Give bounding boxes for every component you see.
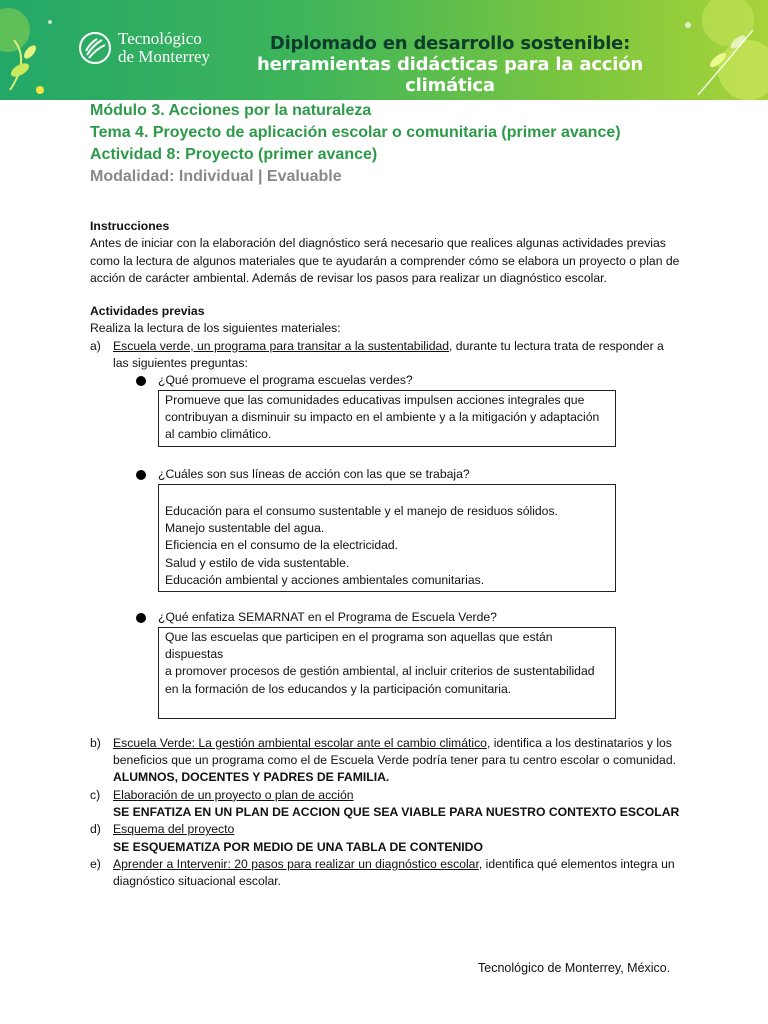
answer-box-3[interactable] [158,627,616,719]
bullet-icon [136,613,146,623]
modality-heading: Modalidad: Individual | Evaluable [90,168,342,185]
previous-activities-intro: Realiza la lectura de los siguientes materiales: [90,321,341,336]
instructions-body: Antes de iniciar con la elaboración del diagnóstico será necesario que realices algunas actividades previas como la lectura de algunos materiales que te ayudarán a comprender cómo se elabora un proyecto o plan de acción de carácter ambiental. Además de revisar los pasos para realizar un diagnóstico escolar. [90,236,680,285]
question-3 [90,609,680,626]
list-marker: b) [90,735,101,750]
answer-3-line: a promover procesos de gestión ambiental, al incluir criterios de sustentabilidad [165,664,595,679]
previous-activities-title: Actividades previas [90,304,205,319]
list-item-c [90,787,680,822]
question-3-text: ¿Qué enfatiza SEMARNAT en el Programa de Escuela Verde? [158,610,497,625]
list-marker: c) [90,787,101,802]
item-b-text: , identifica a los destinatarios y los beneficios que un programa como el de Escuela Verde podría tener para tu centro escolar o comunidad. [113,735,676,768]
answer-2-line: Salud y estilo de vida sustentable. [165,555,350,570]
question-1-text: ¿Qué promueve el programa escuelas verdes? [158,373,413,388]
item-b-answer: ALUMNOS, DOCENTES Y PADRES DE FAMILIA. [113,770,390,785]
answer-box-2[interactable] [158,484,616,592]
item-e-text: , identifica qué elementos integra un diagnóstico situacional escolar. [113,856,675,889]
item-d-answer: SE ESQUEMATIZA POR MEDIO DE UNA TABLA DE CONTENIDO [113,839,483,854]
list-item-e [90,856,680,891]
list-marker: d) [90,822,101,837]
material-link-a[interactable]: Escuela verde, un programa para transitar a la sustentabilidad [113,338,450,353]
material-link-e[interactable]: Aprender a Intervenir: 20 pasos para realizar un diagnóstico escolar [113,856,479,871]
answer-1-line: al cambio climático. [165,427,272,442]
list-item-d [90,821,680,856]
answer-2-line: Educación ambiental y acciones ambientales comunitarias. [165,573,485,588]
list-item-b [90,735,680,787]
answer-1-line: Promueve que las comunidades educativas impulsen acciones integrales que [165,392,585,407]
list-marker: a) [90,338,101,353]
bullet-icon [136,376,146,386]
header-banner [0,0,768,100]
item-c-answer: SE ENFATIZA EN UN PLAN DE ACCION QUE SEA VIABLE PARA NUESTRO CONTEXTO ESCOLAR [113,805,680,820]
course-title [240,33,660,96]
bullet-icon [136,470,146,480]
leaf-decoration-right [658,0,768,100]
page-footer: Tecnológico de Monterrey, México. [478,961,671,975]
answer-box-1[interactable] [158,390,616,447]
course-title-line-2: herramientas didácticas para la acción climática [256,54,644,96]
tec-logo-icon [78,31,112,65]
list-item-a [90,338,680,373]
answer-1-line: contribuyan a disminuir su impacto en el ambiente y a la mitigación y adaptación [165,409,600,424]
topic-heading: Tema 4. Proyecto de aplicación escolar o comunitaria (primer avance) [90,124,621,141]
instructions-title: Instrucciones [90,219,170,233]
answer-2-line: Eficiencia en el consumo de la electricidad. [165,538,399,553]
question-1 [90,372,680,389]
course-title-line-1: Diplomado en desarrollo sostenible: [269,33,631,54]
answer-3-line: Que las escuelas que participen en el programa son aquellas que están dispuestas [165,629,553,661]
logo-line-1: Tecnológico [118,29,202,48]
material-link-c[interactable]: Elaboración de un proyecto o plan de acción [113,787,354,802]
answer-3-line: en la formación de los educandos y la participación comunitaria. [165,681,512,696]
activity-heading: Actividad 8: Proyecto (primer avance) [90,146,378,163]
item-a-text: , durante tu lectura trata de responder a las siguientes preguntas: [113,338,664,371]
material-link-b[interactable]: Escuela Verde: La gestión ambiental escolar ante el cambio climático [113,735,487,750]
material-link-d[interactable]: Esquema del proyecto [113,822,235,837]
answer-2-line: Educación para el consumo sustentable y el manejo de residuos sólidos. [165,503,558,518]
module-heading: Módulo 3. Acciones por la naturaleza [90,102,372,119]
list-marker: e) [90,856,101,871]
document-body [90,100,680,891]
question-2 [90,466,680,483]
question-2-text: ¿Cuáles son sus líneas de acción con las que se trabaja? [158,466,470,481]
answer-2-line: Manejo sustentable del agua. [165,521,325,536]
leaf-decoration-left [0,0,70,100]
tec-logo [78,30,210,66]
logo-line-2: de Monterrey [118,47,211,66]
